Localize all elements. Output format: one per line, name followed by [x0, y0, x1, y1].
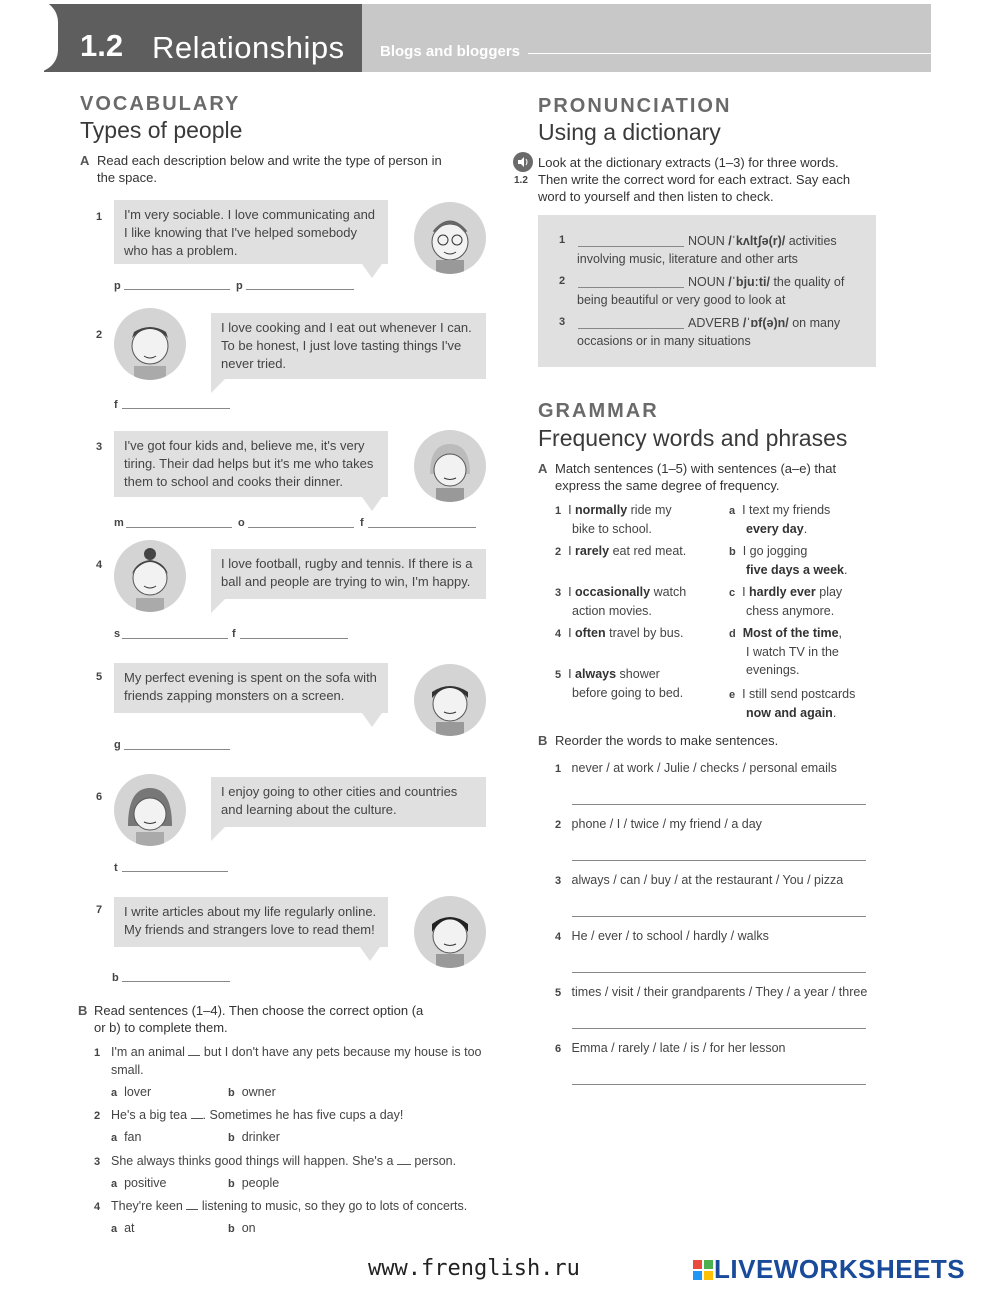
track-number: 1.2 [514, 175, 528, 186]
footer-url[interactable]: www.frenglish.ru [368, 1256, 580, 1281]
vocab-item-number: 2 [96, 329, 103, 341]
dict-definition: occasions or in many situations [577, 334, 751, 348]
answer-blank[interactable] [578, 246, 684, 247]
option-a[interactable]: a positive [111, 1176, 167, 1190]
mc-item-number: 1 [94, 1047, 101, 1059]
option-b[interactable]: b drinker [228, 1130, 280, 1144]
answer-letter: f [360, 517, 364, 529]
vocab-item-number: 7 [96, 904, 103, 916]
answer-blank[interactable] [122, 638, 228, 639]
person-avatar-icon [414, 664, 486, 736]
vocab-item-number: 1 [96, 211, 103, 223]
person-avatar-icon [414, 430, 486, 502]
vocab-partA-instruction: Read each description below and write the type of person in the space. [97, 153, 442, 185]
answer-letter: p [236, 280, 243, 292]
match-right-item: c I hardly ever play chess anymore. [729, 585, 843, 618]
dict-definition: being beautiful or very good to look at [577, 293, 786, 307]
answer-blank[interactable] [578, 328, 684, 329]
answer-blank[interactable] [240, 638, 348, 639]
reorder-item: 2 phone / I / twice / my friend / a day [555, 817, 762, 831]
vocab-partB-label: B [78, 1003, 88, 1018]
vocabulary-subheading: Types of people [80, 117, 243, 143]
match-left-item: 2 I rarely eat red meat. [555, 544, 687, 558]
unit-title: Relationships [152, 30, 345, 65]
vocabulary-heading: VOCABULARY [80, 93, 241, 115]
bubble-tail [360, 947, 380, 961]
vocab-item-number: 5 [96, 671, 103, 683]
pronunciation-heading: PRONUNCIATION [538, 95, 732, 117]
answer-blank[interactable] [122, 871, 228, 872]
answer-letter: t [114, 862, 118, 874]
answer-blank[interactable] [124, 749, 230, 750]
reorder-item: 4 He / ever / to school / hardly / walks [555, 929, 769, 943]
person-avatar-icon [114, 540, 186, 612]
vocab-item-number: 4 [96, 559, 103, 571]
bubble-tail [362, 713, 382, 727]
reorder-item: 5 times / visit / their grandparents / They / a year / three [555, 985, 868, 999]
answer-letter: o [238, 517, 245, 529]
header-bar-light [362, 4, 931, 72]
dict-entry: ADVERB /ˈɒf(ə)n/ on many [688, 316, 841, 330]
speech-bubble: I write articles about my life regularly online. My friends and strangers love to read them! [114, 897, 388, 947]
grammar-partA-instruction: Match sentences (1–5) with sentences (a–e) that express the same degree of frequency. [555, 461, 837, 493]
speech-bubble: My perfect evening is spent on the sofa with friends zapping monsters on a screen. [114, 663, 388, 713]
answer-letter: g [114, 739, 121, 751]
vocab-partB-instruction: Read sentences (1–4). Then choose the correct option (a or b) to complete them. [94, 1003, 424, 1035]
unit-subtitle: Blogs and bloggers [380, 43, 521, 60]
vocab-partA-label: A [80, 153, 90, 168]
mc-item-text: I'm an animal but I don't have any pets because my house is too small. [111, 1045, 482, 1077]
mc-item-text: She always thinks good things will happen. She's a person. [111, 1154, 457, 1168]
match-left-item: 1 I normally ride my bike to school. [555, 503, 672, 536]
person-avatar-icon [114, 774, 186, 846]
dict-definition: involving music, literature and other arts [577, 252, 798, 266]
match-left-item: 5 I always shower before going to bed. [555, 667, 684, 700]
match-right-item: d Most of the time, I watch TV in the evenings. [729, 626, 843, 677]
answer-blank[interactable] [126, 527, 232, 528]
dict-entry: NOUN /ˈbjuːti/ the quality of [688, 275, 845, 289]
answer-blank[interactable] [248, 527, 354, 528]
audio-icon[interactable] [513, 152, 533, 172]
answer-blank[interactable] [122, 408, 230, 409]
bubble-tail [362, 497, 382, 511]
bubble-tail [211, 827, 225, 841]
answer-line[interactable] [572, 860, 866, 861]
grammar-heading: GRAMMAR [538, 400, 659, 422]
option-a[interactable]: a fan [111, 1130, 142, 1144]
mc-item-number: 3 [94, 1156, 101, 1168]
mc-item-number: 2 [94, 1110, 101, 1122]
header-tab-curve [36, 0, 58, 72]
dict-item-number: 3 [559, 316, 566, 328]
vocab-item-number: 6 [96, 791, 103, 803]
person-avatar-icon [114, 308, 186, 380]
grammar-subheading: Frequency words and phrases [538, 425, 848, 451]
match-right-item: e I still send postcards now and again. [729, 687, 856, 720]
bubble-tail [362, 264, 382, 278]
answer-blank[interactable] [368, 527, 476, 528]
speech-bubble: I'm very sociable. I love communicating and I like knowing that I've helped somebody who has a problem. [114, 200, 388, 264]
liveworksheets-logo[interactable]: LIVEWORKSHEETS [692, 1254, 965, 1285]
answer-letter: f [114, 399, 118, 411]
mc-item-text: He's a big tea . Sometimes he has five cups a day! [111, 1108, 404, 1122]
pronunciation-instruction: Look at the dictionary extracts (1–3) for three words. Then write the correct word for each extract. Say each word to yourself and then listen to check. [538, 155, 851, 204]
match-right-item: b I go jogging five days a week. [729, 544, 848, 577]
answer-line[interactable] [572, 804, 866, 805]
answer-line[interactable] [572, 1028, 866, 1029]
mc-item-text: They're keen listening to music, so they go to lots of concerts. [111, 1199, 468, 1213]
bubble-tail [211, 379, 225, 393]
answer-blank[interactable] [246, 289, 354, 290]
speech-bubble: I've got four kids and, believe me, it's very tiring. Their dad helps but it's me who takes them to school and cooks their dinner. [114, 431, 388, 497]
answer-letter: b [112, 972, 119, 984]
answer-blank[interactable] [122, 981, 230, 982]
speech-bubble: I love football, rugby and tennis. If there is a ball and people are trying to win, I'm happy. [211, 549, 486, 599]
option-a[interactable]: a lover [111, 1085, 152, 1099]
reorder-item: 1 never / at work / Julie / checks / personal emails [555, 761, 837, 775]
logo-grid-icon [692, 1259, 714, 1281]
reorder-item: 6 Emma / rarely / late / is / for her lesson [555, 1041, 786, 1055]
option-b[interactable]: b people [228, 1176, 280, 1190]
subtitle-rule [528, 53, 931, 54]
answer-letter: f [232, 628, 236, 640]
answer-line[interactable] [572, 916, 866, 917]
speech-bubble: I enjoy going to other cities and countries and learning about the culture. [211, 777, 486, 827]
option-b[interactable]: b on [228, 1221, 256, 1235]
answer-letter: m [114, 517, 124, 529]
grammar-partA-label: A [538, 461, 548, 476]
vocab-item-number: 3 [96, 441, 103, 453]
dict-item-number: 2 [559, 275, 566, 287]
option-a[interactable]: a at [111, 1221, 135, 1235]
option-b[interactable]: b owner [228, 1085, 276, 1099]
answer-line[interactable] [572, 1084, 866, 1085]
grammar-partB-instruction: Reorder the words to make sentences. [555, 733, 779, 748]
pronunciation-subheading: Using a dictionary [538, 119, 721, 145]
answer-letter: s [114, 628, 121, 640]
unit-number: 1.2 [80, 28, 124, 63]
speech-bubble: I love cooking and I eat out whenever I can. To be honest, I just love tasting things I've never tried. [211, 313, 486, 379]
match-left-item: 3 I occasionally watch action movies. [555, 585, 687, 618]
match-right-item: a I text my friends every day. [729, 503, 831, 536]
dict-entry: NOUN /ˈkʌltʃə(r)/ activities [688, 234, 837, 248]
bubble-tail [211, 599, 225, 613]
reorder-item: 3 always / can / buy / at the restaurant / You / pizza [555, 873, 844, 887]
answer-blank[interactable] [578, 287, 684, 288]
person-avatar-icon [414, 896, 486, 968]
grammar-partB-label: B [538, 733, 548, 748]
mc-item-number: 4 [94, 1201, 101, 1213]
person-avatar-icon [414, 202, 486, 274]
answer-line[interactable] [572, 972, 866, 973]
answer-letter: p [114, 280, 121, 292]
match-left-item: 4 I often travel by bus. [555, 626, 684, 640]
dict-item-number: 1 [559, 234, 566, 246]
answer-blank[interactable] [124, 289, 230, 290]
